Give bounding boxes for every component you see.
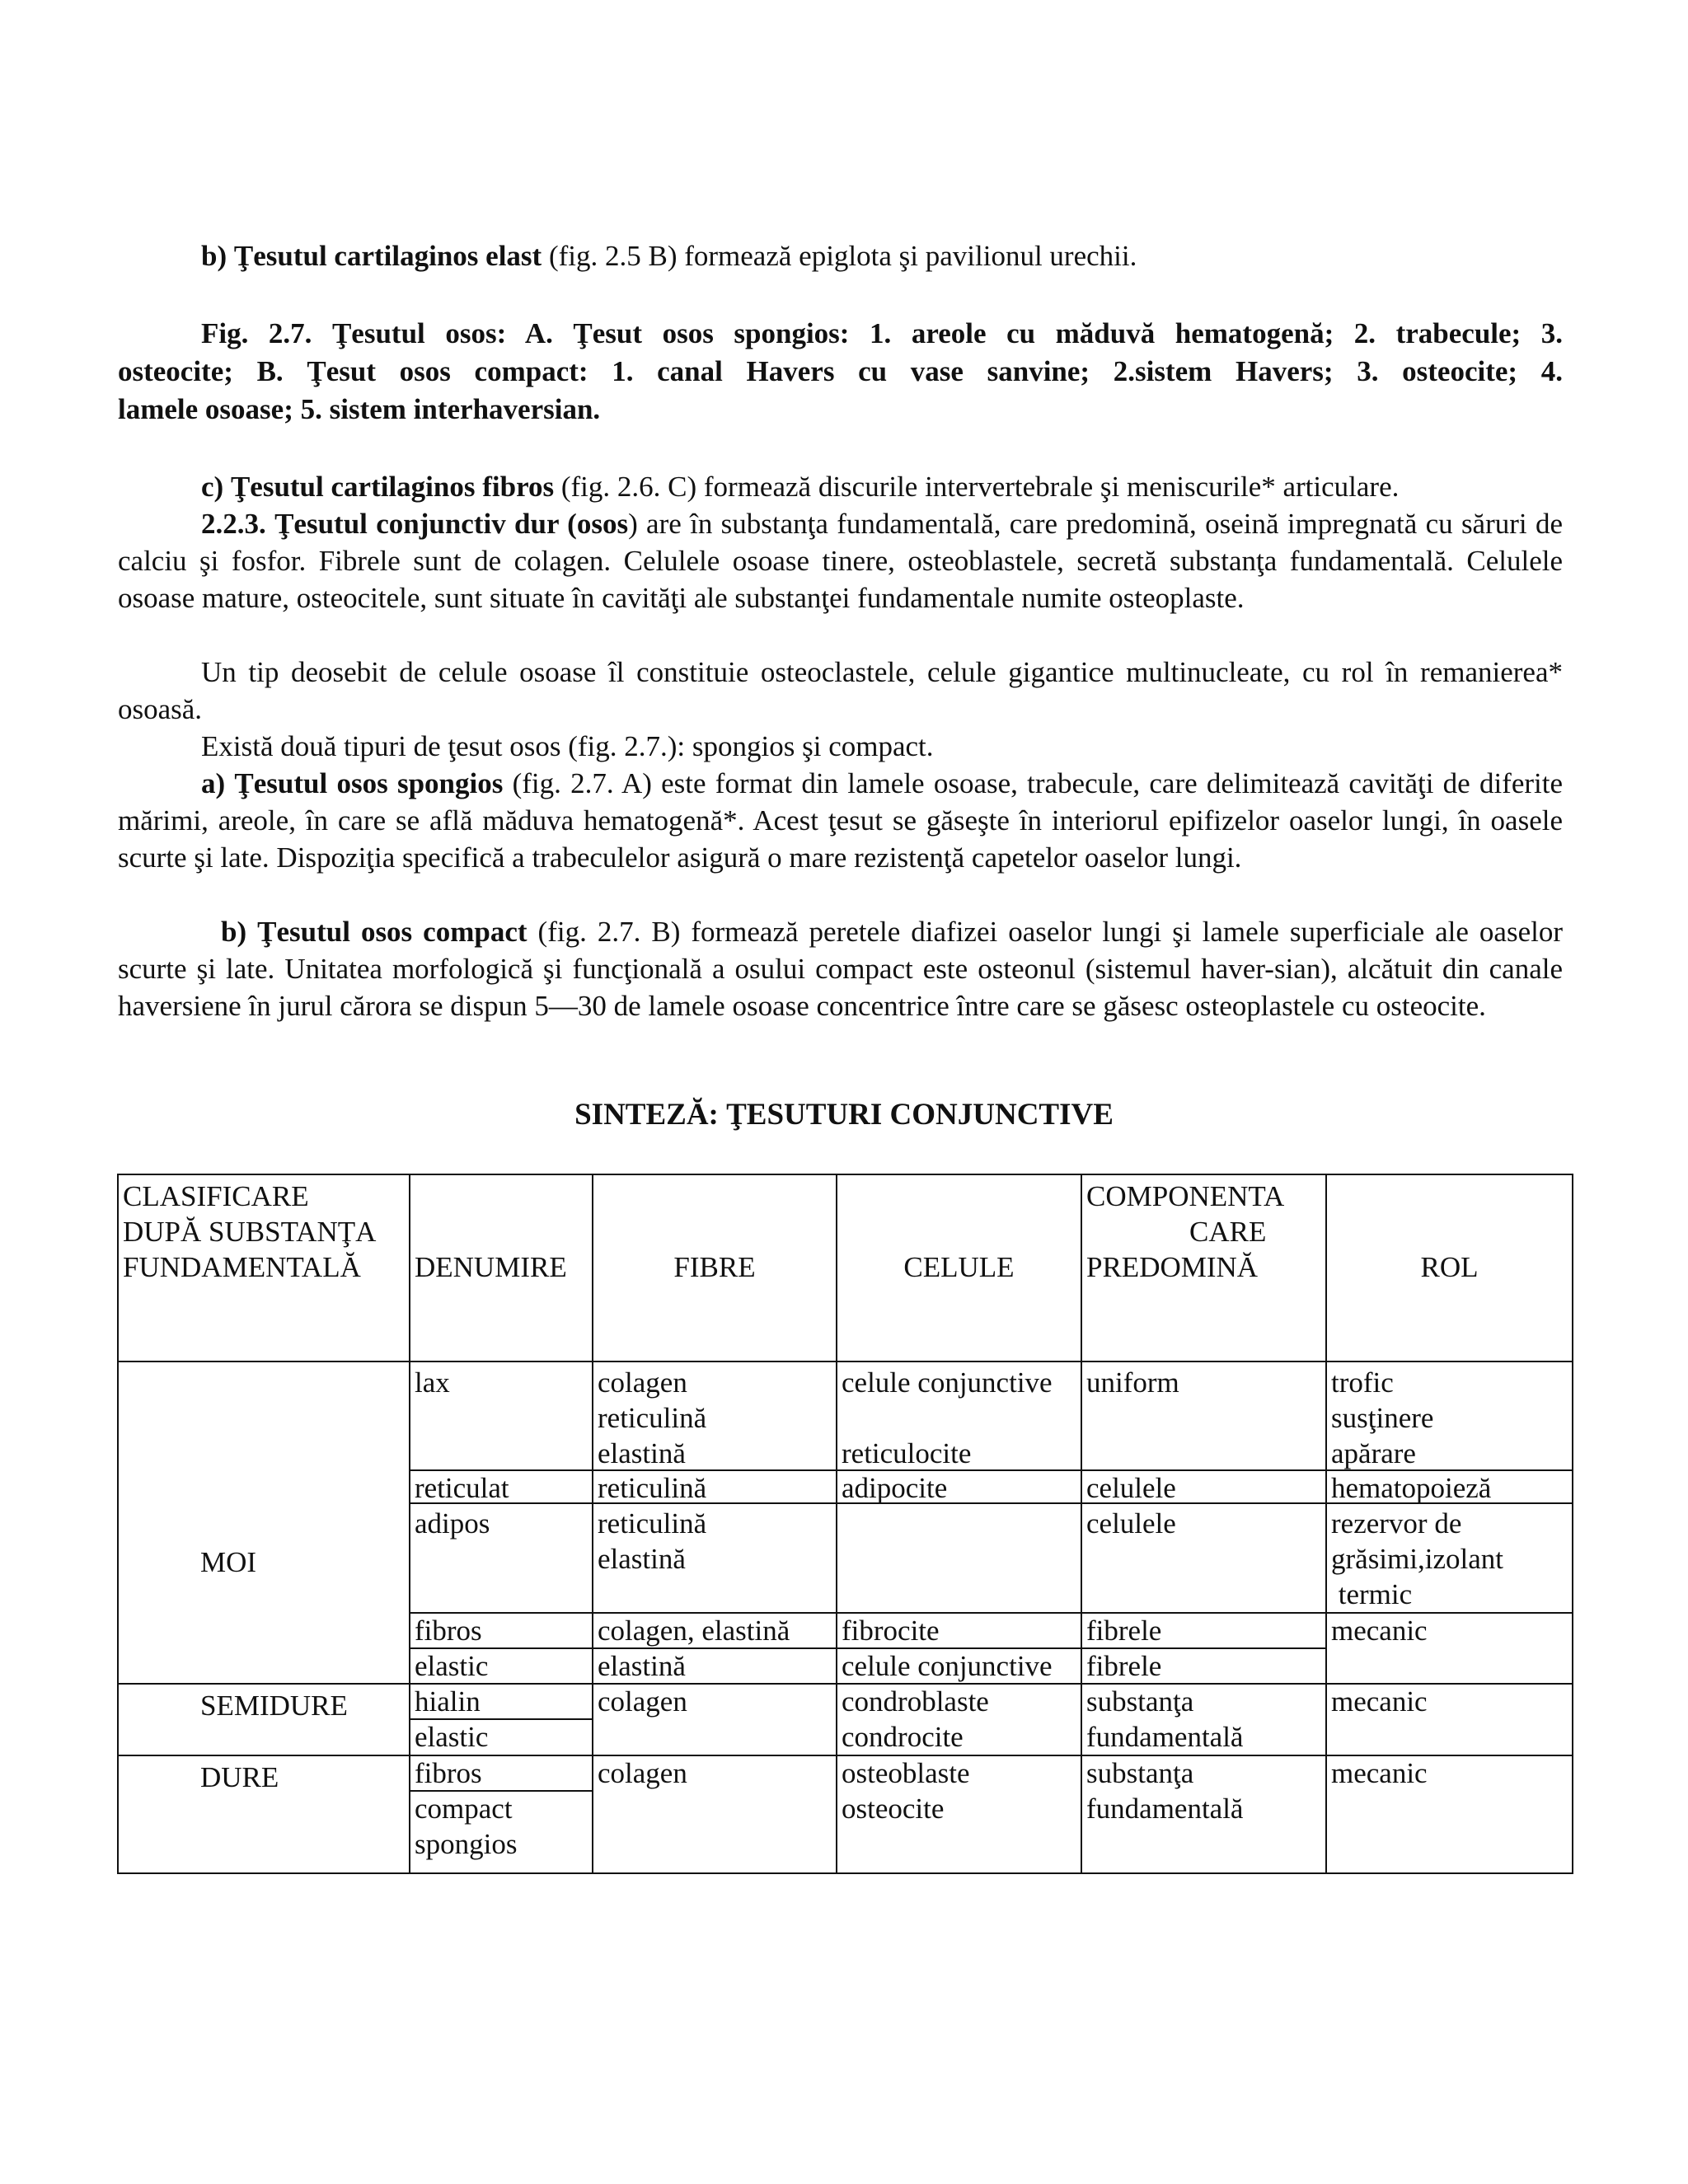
- cell-reticulat-rol: hematopoieză: [1331, 1472, 1492, 1504]
- para-spongy-bone-bold: a) Ţesutul osos spongios: [201, 767, 504, 799]
- cell-dure-denumire-line: compact: [415, 1793, 513, 1825]
- cell-adipos-fibre-line: reticulină: [598, 1507, 707, 1540]
- para-compact-bone-text: (fig. 2.7. B) formează peretele diafizei oaselor lungi şi lamele superficiale ale oaselor scurte şi late. Unitatea morfologică şi funcţională a osului compact este osteonul (sistemul haver-sian), alcătuit din canale haversiene în jurul cărora se dispun 5—30 de lamele osoase concentrice între care se găsesc osteoplastele cu osteocite.: [118, 916, 1563, 1022]
- cell-dure-componenta-line: fundamentală: [1086, 1793, 1244, 1825]
- para-compact-bone-bold: b) Ţesutul osos compact: [221, 916, 528, 948]
- cell-semidure-componenta-line: substanţa: [1086, 1685, 1194, 1718]
- cell-lax-fibre-line: elastină: [598, 1437, 686, 1469]
- cell-reticulat-celule: adipocite: [842, 1472, 948, 1504]
- cell-lax-fibre-line: reticulină: [598, 1402, 707, 1434]
- cell-reticulat-denumire: reticulat: [415, 1472, 509, 1504]
- header-componenta-line: CARE: [1189, 1216, 1267, 1248]
- para-cartilage-elastic-text: (fig. 2.5 B) formează epiglota şi pavilionul urechii.: [542, 240, 1137, 272]
- cell-dure-denumire-line: fibros: [415, 1757, 482, 1789]
- header-clasificare: [123, 1179, 376, 1285]
- cell-adipos-fibre: [598, 1506, 706, 1577]
- para-spongy-bone: [118, 765, 1563, 876]
- group-moi: MOI: [200, 1546, 257, 1578]
- para-cartilage-elastic: [201, 237, 1137, 274]
- cell-elastic-celule: celule conjunctive: [842, 1650, 1053, 1682]
- cell-fibros-celule: fibrocite: [842, 1615, 940, 1647]
- cell-fibros-rol: mecanic: [1331, 1615, 1428, 1647]
- cell-lax-denumire: lax: [415, 1366, 450, 1399]
- header-clasificare-line: CLASIFICARE: [123, 1180, 309, 1212]
- fig-caption-line-3: lamele osoase; 5. sistem interhaversian.: [118, 393, 601, 425]
- cell-lax-fibre: [598, 1365, 706, 1471]
- cell-semidure-denumire-line: elastic: [415, 1721, 489, 1753]
- cell-fibros-fibre: colagen, elastină: [598, 1615, 790, 1647]
- cell-dure-rol: mecanic: [1331, 1757, 1428, 1789]
- cell-elastic-componenta: fibrele: [1086, 1650, 1162, 1682]
- header-componenta: [1086, 1179, 1284, 1285]
- cell-adipos-denumire: adipos: [415, 1507, 490, 1540]
- group-dure: DURE: [200, 1761, 279, 1793]
- para-hard-tissue-bold: 2.2.3. Ţesutul conjunctiv dur (osos: [201, 508, 629, 540]
- cell-dure-componenta: [1086, 1755, 1243, 1826]
- cell-elastic-fibre: elastină: [598, 1650, 686, 1682]
- cell-dure-celule-line: osteocite: [842, 1793, 945, 1825]
- header-fibre: FIBRE: [673, 1251, 756, 1283]
- table-title: SINTEZĂ: ŢESUTURI CONJUNCTIVE: [574, 1098, 1114, 1132]
- cell-adipos-fibre-line: elastină: [598, 1543, 686, 1575]
- cell-lax-fibre-line: colagen: [598, 1366, 687, 1399]
- cell-dure-denumire: [415, 1755, 517, 1862]
- cell-elastic-denumire: elastic: [415, 1650, 489, 1682]
- para-hard-tissue: [118, 505, 1563, 616]
- para-cartilage-fibrous: [201, 468, 1399, 505]
- para-cartilage-fibrous-text: (fig. 2.6. C) formează discurile intervertebrale şi meniscurile* articulare.: [554, 471, 1400, 503]
- para-hard-tissue-text: ) are în substanţa fundamentală, care predomină, oseină impregnată cu săruri de calciu şi fosfor. Fibrele sunt de colagen. Celulele osoase tinere, osteoblastele, secretă substanţa fundamentală. Celulele osoase mature, osteocitele, sunt situate în cavităţi ale substanţei fundamentale numite osteoplaste.: [118, 508, 1563, 614]
- header-rol: ROL: [1420, 1251, 1479, 1283]
- cell-lax-componenta: uniform: [1086, 1366, 1179, 1399]
- para-spongy-bone-text: (fig. 2.7. A) este format din lamele osoase, trabecule, care delimitează cavităţi de diferite mărimi, areole, în care se află măduva hematogenă*. Acest ţesut se găseşte în interiorul epifizelor oaselor lungi, în oasele scurte şi late. Dispoziţia specifică a trabeculelor asigură o mare rezistenţă capetelor oaselor lungi.: [118, 767, 1564, 874]
- cell-adipos-rol: [1331, 1506, 1503, 1612]
- cell-lax-celule-line: reticulocite: [842, 1437, 972, 1469]
- cell-adipos-rol-line: rezervor de: [1331, 1507, 1462, 1540]
- cell-lax-celule: [842, 1365, 1053, 1471]
- cell-lax-rol: [1331, 1365, 1433, 1471]
- group-semidure: SEMIDURE: [200, 1690, 348, 1722]
- para-bone-types: Există două tipuri de ţesut osos (fig. 2.7.): spongios şi compact.: [201, 730, 934, 762]
- para-osteoclasts: Un tip deosebit de celule osoase îl constituie osteoclastele, celule gigantice multinucleate, cu rol în remanierea* osoasă.: [118, 656, 1563, 725]
- cell-dure-denumire-line: spongios: [415, 1828, 518, 1860]
- cell-dure-fibre: colagen: [598, 1757, 687, 1789]
- cell-semidure-fibre: colagen: [598, 1685, 687, 1718]
- cell-lax-rol-line: apărare: [1331, 1437, 1416, 1469]
- cell-semidure-celule: [842, 1684, 989, 1755]
- cell-semidure-denumire: [415, 1684, 488, 1755]
- cell-semidure-celule-line: condrocite: [842, 1721, 964, 1753]
- cell-reticulat-componenta: celulele: [1086, 1472, 1176, 1504]
- cell-lax-rol-line: susţinere: [1331, 1402, 1434, 1434]
- para-compact-bone: [118, 913, 1563, 1024]
- cell-semidure-denumire-line: hialin: [415, 1685, 481, 1718]
- fig-caption-line-2: osteocite; B. Ţesut osos compact: 1. canal Havers cu vase sanvine; 2.sistem Havers; 3. osteocite; 4.: [118, 355, 1563, 387]
- header-denumire: DENUMIRE: [415, 1251, 567, 1283]
- para-cartilage-fibrous-bold: c) Ţesutul cartilaginos fibros: [201, 471, 555, 503]
- cell-semidure-componenta: [1086, 1684, 1243, 1755]
- cell-adipos-rol-line: termic: [1331, 1578, 1413, 1610]
- cell-fibros-denumire: fibros: [415, 1615, 482, 1647]
- header-clasificare-line: FUNDAMENTALĂ: [123, 1251, 361, 1283]
- cell-lax-celule-line: celule conjunctive: [842, 1366, 1053, 1399]
- cell-fibros-componenta: fibrele: [1086, 1615, 1162, 1647]
- header-celule: CELULE: [903, 1251, 1015, 1283]
- cell-reticulat-fibre: reticulină: [598, 1472, 707, 1504]
- cell-dure-celule: [842, 1755, 970, 1826]
- para-cartilage-elastic-bold: b) Ţesutul cartilaginos elast: [201, 240, 542, 272]
- cell-adipos-rol-line: grăsimi,izolant: [1331, 1543, 1503, 1575]
- fig-caption-line-1: Fig. 2.7. Ţesutul osos: A. Ţesut osos spongios: 1. areole cu măduvă hematogenă; 2. trabecule; 3.: [201, 317, 1563, 349]
- header-componenta-line: COMPONENTA: [1086, 1180, 1285, 1212]
- header-componenta-line: PREDOMINĂ: [1086, 1251, 1259, 1283]
- cell-lax-rol-line: trofic: [1331, 1366, 1394, 1399]
- cell-adipos-componenta: celulele: [1086, 1507, 1176, 1540]
- cell-semidure-componenta-line: fundamentală: [1086, 1721, 1244, 1753]
- cell-dure-celule-line: osteoblaste: [842, 1757, 970, 1789]
- header-clasificare-line: DUPĂ SUBSTANŢA: [123, 1216, 377, 1248]
- cell-semidure-rol: mecanic: [1331, 1685, 1428, 1718]
- cell-dure-componenta-line: substanţa: [1086, 1757, 1194, 1789]
- cell-semidure-celule-line: condroblaste: [842, 1685, 989, 1718]
